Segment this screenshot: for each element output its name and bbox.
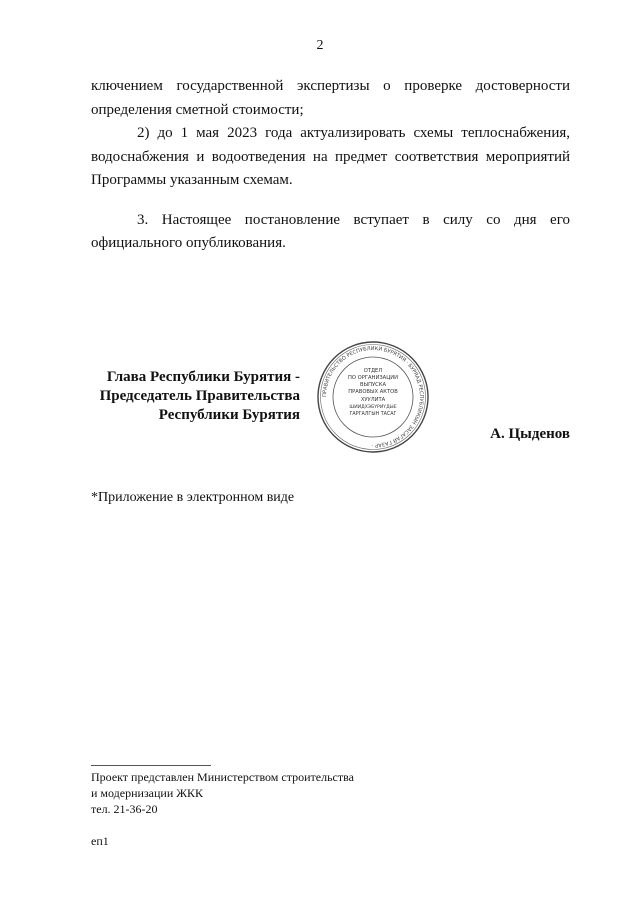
seal-center-line: ВЫПУСКА	[359, 382, 387, 388]
seal-center-line: ОТДЕЛ	[363, 368, 383, 374]
signatory-title-line: Республики Бурятия	[158, 407, 300, 423]
footnote-line: и модернизации ЖКК	[91, 786, 204, 800]
appendix-note: *Приложение в электронном виде	[91, 490, 295, 505]
paragraph-item-2: 2) до 1 мая 2023 года актуализировать схемы теплоснабжения, водоснабжения и водоотведения на предмет соответствия мероприятий Программы указанным схемам.	[91, 125, 570, 188]
seal-center-line: ГАРГАЛГЫН ТАСАГ	[349, 412, 397, 417]
page-number: 2	[316, 38, 324, 53]
footnote	[91, 769, 354, 817]
document-body	[91, 75, 570, 256]
seal-center-line: ХУУЛИТА	[360, 397, 386, 403]
seal-ring-text: ПРАВИТЕЛЬСТВО РЕСПУБЛИКИ БУРЯТИЯ · БУРЯАД РЕСПУБЛИКЫН ЗАСАГАЙ ГАЗАР ·	[321, 345, 425, 449]
seal-center-line: ПО ОРГАНИЗАЦИИ	[347, 375, 399, 381]
paragraph-item-3: 3. Настоящее постановление вступает в силу со дня его официального опубликования.	[91, 211, 570, 251]
signatory-title-line: Глава Республики Бурятия -	[106, 369, 300, 385]
paragraph-continuation: ключением государственной экспертизы о проверке достоверности определения сметной стоимости;	[91, 78, 570, 118]
seal-center-line: ПРАВОВЫХ АКТОВ	[348, 389, 398, 395]
signatory-name: А. Цыденов	[490, 426, 570, 442]
footnote-line: Проект представлен Министерством строительства	[91, 770, 354, 784]
signatory-title-line: Председатель Правительства	[99, 388, 300, 404]
signatory-title	[60, 368, 300, 425]
executor-code: еп1	[91, 834, 109, 848]
footnote-line: тел. 21-36-20	[91, 802, 158, 816]
seal-center-line: ШИИДХЭБҮРИҮДЫЕ	[349, 405, 397, 410]
official-seal-stamp	[316, 340, 430, 454]
footnote-divider	[91, 765, 211, 766]
